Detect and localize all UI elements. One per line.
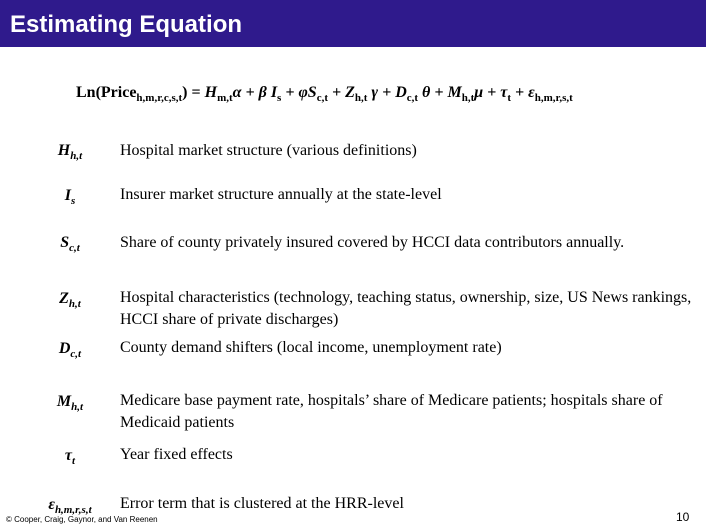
var-desc-epsilon: Error term that is clustered at the HRR-level <box>120 495 404 512</box>
eq-term-h: H <box>204 84 218 101</box>
title-bar <box>0 0 706 47</box>
var-desc-d: County demand shifters (local income, unemployment rate) <box>120 339 502 356</box>
eq-term-m-sub: h,t <box>461 92 475 105</box>
var-desc-h: Hospital market structure (various definitions) <box>120 142 417 159</box>
var-symbol-s: $S_{c,t}$ <box>60 234 80 255</box>
eq-term-tau: μ + τ <box>474 84 508 101</box>
eq-term-h-sub: m,t <box>217 92 233 105</box>
eq-equals: ) = <box>182 84 205 101</box>
eq-term-d: γ + D <box>367 84 407 101</box>
var-desc-z: Hospital characteristics (technology, teaching status, ownership, size, US News rankings, HCCI share of private discharges) <box>120 289 692 328</box>
eq-term-tau-sub: t <box>507 92 512 105</box>
var-symbol-epsilon: $\varepsilon_{h,m,r,s,t}$ <box>48 496 92 517</box>
eq-term-epsilon: + ε <box>511 84 535 101</box>
eq-lhs: Ln(Price <box>76 84 137 101</box>
eq-term-s-sub: c,t <box>316 92 328 105</box>
var-desc-m: Medicare base payment rate, hospitals’ share of Medicare patients; hospitals share of Medicaid patients <box>120 392 663 431</box>
eq-lhs-subscript: h,m,r,c,s,t <box>136 92 183 105</box>
eq-term-z-sub: h,t <box>354 92 368 105</box>
eq-term-s: + φS <box>281 84 317 101</box>
page-number: 10 <box>676 510 690 524</box>
slide-title: Estimating Equation <box>10 11 243 38</box>
copyright-footer: © Cooper, Craig, Gaynor, and Van Reenen <box>6 515 158 524</box>
eq-term-m: θ + M <box>418 84 462 101</box>
eq-term-z: + Z <box>328 84 355 101</box>
var-desc-i: Insurer market structure annually at the state-level <box>120 186 442 203</box>
var-symbol-i: $I_s$ <box>64 187 76 208</box>
eq-term-i: I <box>270 84 278 101</box>
var-symbol-h: $H_{h,t}$ <box>57 142 83 163</box>
var-desc-s: Share of county privately insured covered by HCCI data contributors annually. <box>120 234 625 251</box>
eq-term-d-sub: c,t <box>406 92 419 105</box>
eq-term-epsilon-sub: h,m,r,s,t <box>534 92 573 105</box>
eq-term-alpha-beta: α + β <box>232 84 271 101</box>
eq-term-i-sub: s <box>277 92 282 105</box>
var-symbol-z: $Z_{h,t}$ <box>59 290 81 311</box>
estimating-equation <box>76 84 573 105</box>
var-symbol-d: $D_{c,t}$ <box>58 340 82 361</box>
var-symbol-m: $M_{h,t}$ <box>56 393 84 414</box>
var-desc-tau: Year fixed effects <box>120 446 233 463</box>
var-symbol-tau: $\tau_t$ <box>64 447 76 468</box>
